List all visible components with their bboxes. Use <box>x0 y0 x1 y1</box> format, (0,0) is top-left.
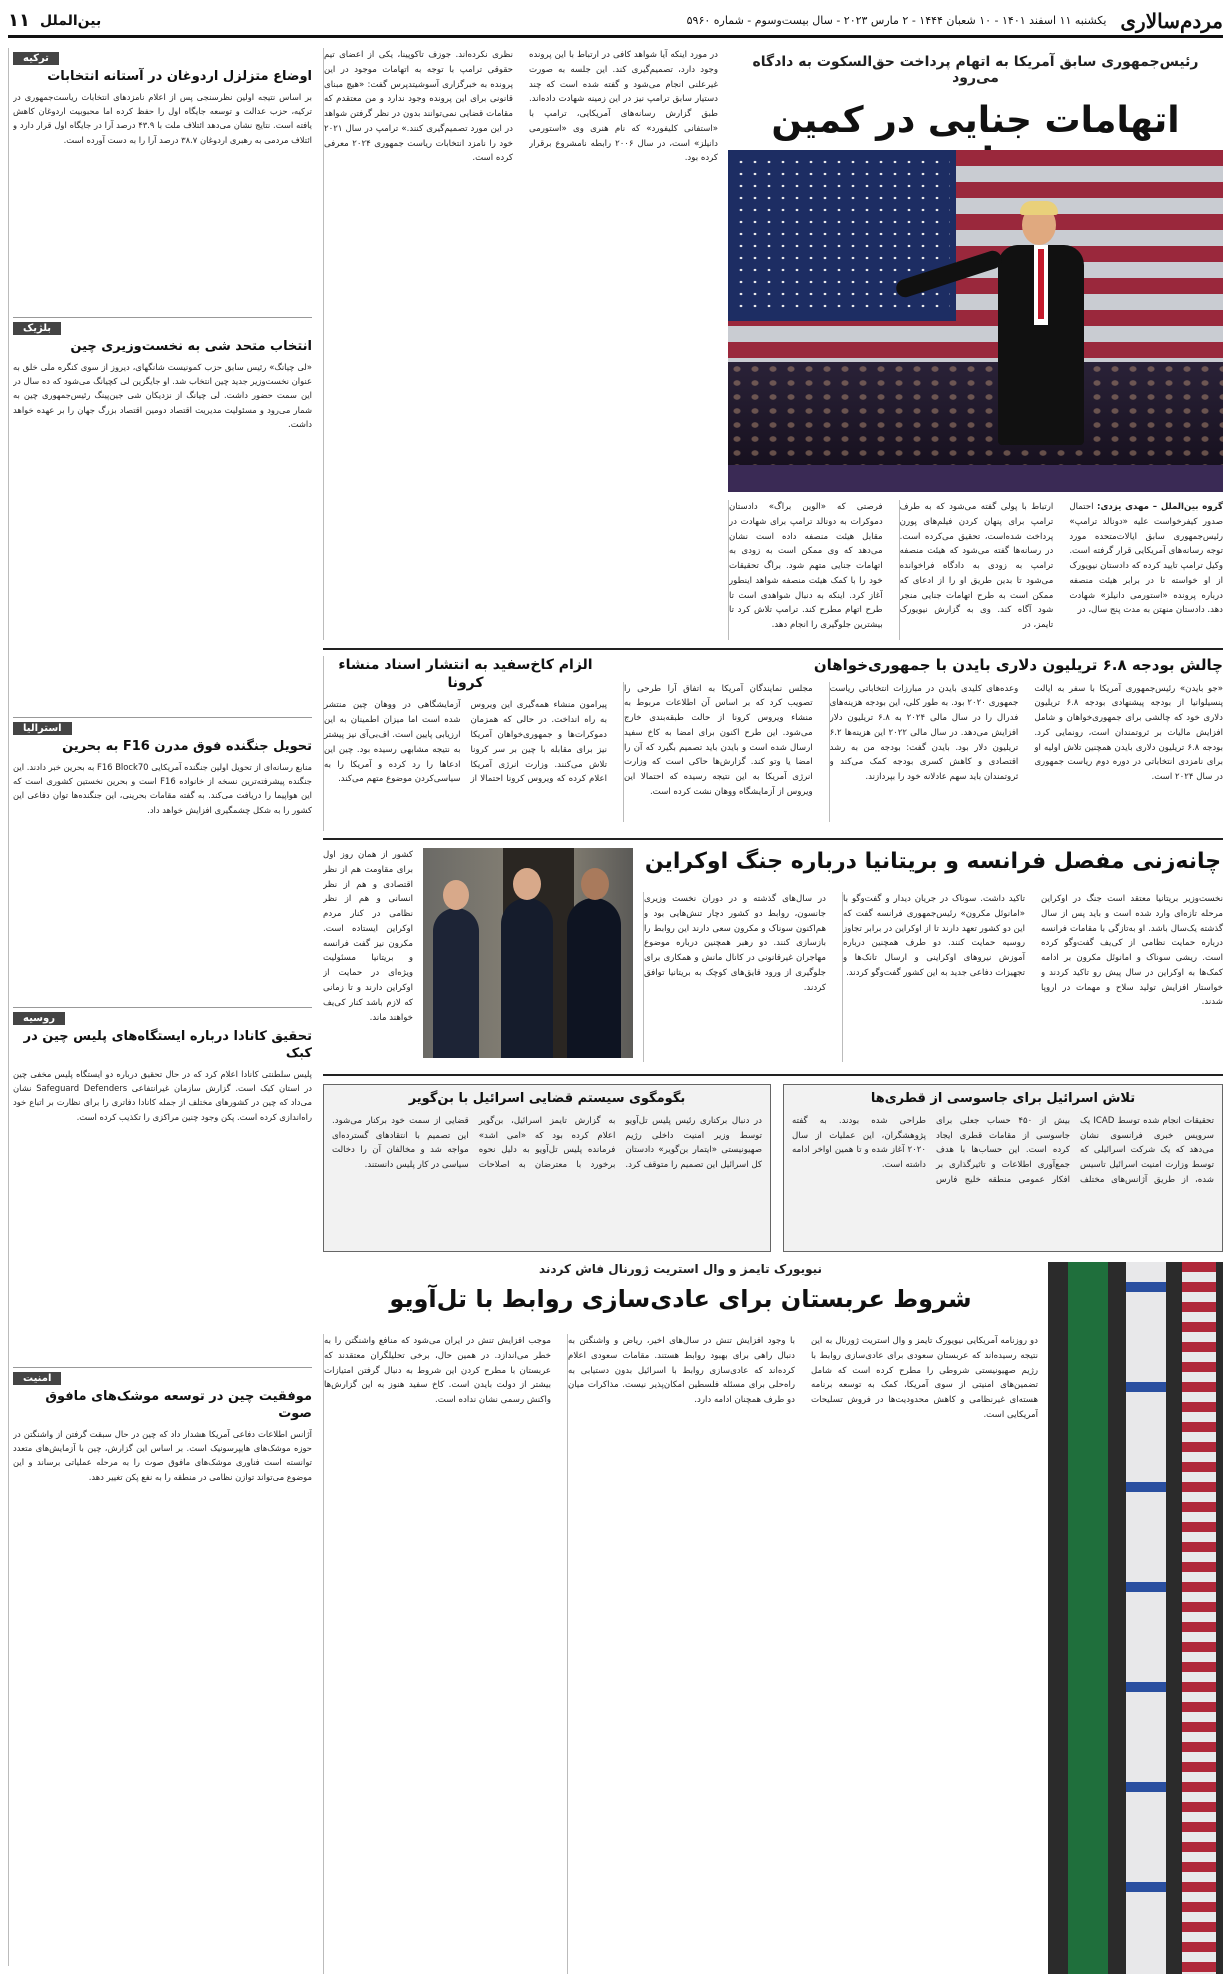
sidebar <box>8 48 312 1966</box>
sidebar-tag: امنیت <box>13 1372 61 1385</box>
masthead-dateline: یکشنبه ۱۱ اسفند ۱۴۰۱ - ۱۰ شعبان ۱۴۴۴ - ۲ مارس ۲۰۲۳ - سال بیست‌وسوم - شماره ۵۹۶۰ <box>686 14 1107 27</box>
masthead-page-number: ۱۱ <box>8 10 30 31</box>
leader-left <box>433 908 479 1058</box>
lead-column-1 <box>1069 500 1223 640</box>
leader-center <box>501 898 553 1058</box>
sidebar-headline: موفقیت چین در توسعه موشک‌های مافوق صوت <box>45 1389 312 1421</box>
lead-columns-bottom <box>728 500 1223 640</box>
main-content <box>323 48 1223 1966</box>
covid-story <box>323 656 615 831</box>
flag-saudi <box>1068 1262 1108 1974</box>
speaker-figure <box>994 205 1084 455</box>
ukraine-column-3: در سال‌های گذشته و در دوران نخست وزیری جانسون، روابط دو کشور دچار تنش‌هایی بود و هم‌اکنون سوناک و مکرون سعی دارند این روابط را بازسازی کنند. دو رهبر همچنین درباره موضوع مهاجران غیرقانونی در کانال مانش و همکاری برای جلوگیری از ورود قایق‌های کوچک به بریتانیا توافق کردند. <box>643 892 832 1062</box>
sidebar-text: آژانس اطلاعات دفاعی آمریکا هشدار داد که چین در حال سبقت گرفتن از واشنگتن در حوزه موشک‌های هایپرسونیک است. بر اساس این گزارش، چین با آزمایش‌های متعدد توانسته است فناوری موشک‌های مافوق صوت را به مرحله عملیاتی برساند و این موضوع می‌تواند توازن نظامی در منطقه را به نفع پکن تغییر دهد. <box>13 1428 312 1482</box>
lead-story <box>323 48 1223 643</box>
covid-text: پیرامون منشاء همه‌گیری این ویروس به راه انداخت. در حالی که همزمان دموکرات‌ها و جمهوری‌خواهان آمریکا نیز برای مقابله با چین بر سر کرونا تلاش می‌کنند. وزارت انرژی آمریکا اعلام کرده که ویروس کرونا احتمالا از آزمایشگاهی در ووهان چین منتشر شده است اما میزان اطمینان به این ارزیابی پایین است. اف‌بی‌آی نیز پیشتر به نتیجه مشابهی رسیده بود. چین این ادعاها را رد کرده و آمریکا را به سیاسی‌کردن موضوع متهم می‌کند. <box>324 700 607 785</box>
sidebar-tag: ترکیه <box>13 52 59 65</box>
covid-headline: الزام کاخ‌سفید به انتشار اسناد منشاء کرونا <box>338 657 593 692</box>
arabia-story <box>323 1262 1223 1974</box>
lead-column-5: نظری نکرده‌اند. جوزف تاکوپینا، یکی از اعضای تیم حقوقی ترامپ با توجه به اتهامات موجود در این پرونده به خبرگزاری آسوشیتدپرس گفت: «هیچ مبنای قانونی برای این پرونده وجود ندارد و من معتقدم که مقامات قضایی نمی‌توانند بدون در نظر گرفتن شواهد در این مورد تصمیم‌گیری کنند.» ترامپ در سال ۲۰۲۱ خود را نامزد انتخابات ریاست جمهوری ۲۰۲۴ معرفی کرده است. <box>323 48 519 640</box>
israel-spy-story <box>783 1084 1223 1252</box>
budget-column-3: مجلس نمایندگان آمریکا به اتفاق آرا طرحی را تصویب کرد که بر اساس آن اطلاعات مربوط به منشاء ویروس کرونا از حالت طبقه‌بندی خارج می‌شود. این طرح اکنون برای امضا به کاخ سفید ارسال شده است و بایدن باید تصمیم بگیرد که آن را امضا یا وتو کند. گزارش‌ها حاکی است که وزارت انرژی آمریکا به این نتیجه رسیده که احتمالا این ویروس از آزمایشگاه ووهان نشت کرده است. <box>623 682 819 822</box>
lead-photo <box>728 150 1223 492</box>
arabia-photo <box>1048 1262 1223 1974</box>
arabia-kicker: نیویورک تایمز و وال استریت ژورنال فاش کردند <box>538 1262 822 1276</box>
masthead <box>8 6 1223 38</box>
arabia-headline: شروط عربستان برای عادی‌سازی روابط با تل‌آویو <box>389 1285 972 1313</box>
arabia-column-2: با وجود افزایش تنش در سال‌های اخیر، ریاض و واشنگتن به دنبال راهی برای بهبود روابط هستند. مقامات سعودی اعلام کرده‌اند که عادی‌سازی روابط با اسرائیل بدون دستیابی به راه‌حلی برای مسئله فلسطین امکان‌پذیر نیست. مذاکرات میان دو طرف همچنان ادامه دارد. <box>567 1334 801 1974</box>
ukraine-story <box>323 848 1223 1068</box>
sidebar-item <box>13 318 312 718</box>
lead-columns-side <box>323 48 718 640</box>
israel-judicial-text: در دنبال برکناری رئیس پلیس تل‌آویو توسط وزیر امنیت داخلی رژیم صهیونیستی «ایتمار بن‌گویر» دادستان کل اسرائیل این تصمیم را متوقف کرد. به گزارش تایمز اسرائیل، بن‌گویر اعلام کرده بود که «امی اشد» فرمانده پلیس تل‌آویو به دلیل نحوه برخورد با معترضان به اصلاحات قضایی از سمت خود برکنار می‌شود. این تصمیم با انتقادهای گسترده‌ای مواجه شد و مخالفان آن را دخالت سیاسی در کار پلیس دانستند. <box>332 1115 762 1171</box>
speaker-hair <box>1020 201 1058 215</box>
sidebar-text: پلیس سلطنتی کانادا اعلام کرد که در حال تحقیق درباره دو ایستگاه پلیس مخفی چین در استان کبک است. گزارش سازمان غیرانتفاعی Safeguard Defenders نشان می‌داد که چین در کشورهای مختلف از جمله کانادا دفاتری را برای نظارت بر اتباع خود راه‌اندازی کرده است. پکن وجود چنین مراکزی را تکذیب کرده است. <box>13 1068 312 1122</box>
sidebar-text: «لی چیانگ» رئیس سابق حزب کمونیست شانگهای، دیروز از سوی کنگره ملی خلق به عنوان نخست‌وزیر جدید چین انتخاب شد. او جایگزین لی کچیانگ می‌شود که ده سال در این سمت حضور داشت. لی چیانگ از نزدیکان شی جین‌پینگ رئیس‌جمهوری چین به شمار می‌رود و مسئولیت مدیریت اقتصاد دومین اقتصاد بزرگ جهان را بر عهده خواهد داشت. <box>13 361 312 430</box>
budget-column-1: «جو بایدن» رئیس‌جمهوری آمریکا با سفر به ایالت پنسیلوانیا از بودجه پیشنهادی بودجه ۶.۸ تریلیون دلاری خود که چالشی برای جمهوری‌خواهان و شامل افزایش مالیات بر ثروتمندان است، رونمایی کرد. بودجه ۶.۸ تریلیون دلاری بایدن همچنین تلاش اولیه او برای نامزدی انتخاباتی در دوره دوم ریاست جمهوری در سال ۲۰۲۴ است. <box>1034 683 1223 783</box>
ukraine-headline: چانه‌زنی مفصل فرانسه و بریتانیا درباره جنگ اوکراین <box>644 849 1222 874</box>
budget-headline: چالش بودجه ۶.۸ تریلیون دلاری بایدن با جمهوری‌خواهان <box>813 656 1223 674</box>
sidebar-item <box>13 1368 312 1948</box>
lead-column-4: در مورد اینکه آیا شواهد کافی در ارتباط با این پرونده وجود دارد، تصمیم‌گیری کند. این جلسه به صورت غیرعلنی انجام می‌شود و گفته شده است که چند دستیار سابق ترامپ نیز در این زمینه شهادت داده‌اند. طبق گزارش رسانه‌های آمریکایی، ترامپ با «استفانی کلیفورد» که نام هنری وی «استورمی دانیلز» است، در سال ۲۰۰۶ رابطه نامشروع برقرار کرده بود. <box>529 50 718 164</box>
arabia-column-3: موجب افزایش تنش در ایران می‌شود که منافع واشنگتن را به خطر می‌اندازد. در همین حال، برخی تحلیلگران معتقدند که عربستان با مطرح کردن این شروط به دنبال گرفتن امتیازات بیشتر از دولت بایدن است. کاخ سفید هنوز به این گزارش‌ها واکنش رسمی نشان نداده است. <box>323 1334 557 1974</box>
masthead-brand: مردم‌سالاری <box>1120 8 1223 33</box>
budget-story <box>623 656 1223 831</box>
lead-kicker: رئیس‌جمهوری سابق آمریکا به اتهام پرداخت حق‌السکوت به دادگاه می‌رود <box>752 54 1199 86</box>
ukraine-column-1: نخست‌وزیر بریتانیا معتقد است جنگ در اوکراین مرحله تازه‌ای وارد شده است و باید پس از سال گذشته یک‌سال باشد. او به‌تازگی با مقامات فرانسه درباره حمایت نظامی از کی‌یف گفت‌وگو کرده است. ریشی سوناک و امانوئل مکرون بر ادامه کمک‌ها به اوکراین در سال پیش رو تاکید کردند و خواستار افزایش تولید سلاح و مهمات در اروپا شدند. <box>1041 894 1223 1008</box>
lead-column-1-text: احتمال صدور کیفرخواست علیه «دونالد ترامپ» رئیس‌جمهوری سابق ایالات‌متحده مورد توجه رسانه‌های آمریکایی قرار گرفته است. وکیل ترامپ تایید کرده که دادستان نیویورک از او خواسته تا در برابر هیئت منصفه درباره پرونده «استورمی دانیلز» شهادت دهد. دادستان منهتن به مدت پنج سال، در <box>1069 502 1223 616</box>
sidebar-tag: استرالیا <box>13 722 72 735</box>
israel-spy-text: تحقیقات انجام شده توسط ICAD یک سرویس خبری فرانسوی نشان می‌دهد که یک شرکت اسرائیلی که توسط وزارت امنیت اسرائیل تاسیس شده، از طریق آژانس‌های مختلف بیش از ۴۵۰ حساب جعلی برای جاسوسی از مقامات قطری ایجاد کرده است. این حساب‌ها با هدف جمع‌آوری اطلاعات و تاثیرگذاری بر افکار عمومی منطقه خلیج فارس طراحی شده بودند. به گفته پژوهشگران، این عملیات از سال ۲۰۲۰ آغاز شده و تا همین اواخر ادامه داشته است. <box>792 1115 1214 1186</box>
sidebar-headline: تحویل جنگنده فوق مدرن F16 به بحرین <box>62 739 312 754</box>
israel-spy-headline: تلاش اسرائیل برای جاسوسی از قطری‌ها <box>870 1091 1136 1106</box>
lead-column-3: فرصتی که «الوین براگ» دادستان دموکرات به دونالد ترامپ برای شهادت در مقابل هیئت منصفه داده است نشان می‌دهد که وی ممکن است به زودی به اتهامات جنایی متهم شود. براگ تحقیقات خود را با کمک هیئت منصفه شواهد اینطور آغاز کرد. اینکه به دنبال شواهدی است تا طرح اتهام مطرح کند. ترامپ تلاش کرد تا بیشترین جلوگیری را انجام دهد. <box>728 500 889 640</box>
masthead-section-group <box>8 10 101 31</box>
leader-right <box>567 898 621 1058</box>
israel-judicial-headline: بگومگوی سیستم قضایی اسرائیل با بن‌گویر <box>408 1091 686 1106</box>
budget-column-2: وعده‌های کلیدی بایدن در مبارزات انتخاباتی ریاست جمهوری ۲۰۲۰ بود. به طور کلی، این بودجه هزینه‌های فدرال را در سال مالی ۲۰۲۴ به ۶.۸ تریلیون دلار افزایش می‌دهد. در سال مالی ۲۰۲۲ این هزینه‌ها ۶.۲ تریلیون دلار بود. بایدن گفت: بودجه من به رشد اقتصادی و کاهش کسری بودجه کمک می‌کند و ثروتمندان باید سهم عادلانه خود را بپردازند. <box>829 682 1025 822</box>
israel-judicial-story <box>323 1084 771 1252</box>
ukraine-column-4: کشور از همان روز اول برای مقاومت هم از نظر اقتصادی و هم از نظر انسانی و هم از نظر نظامی در کنار مردم اوکراین ایستاده است. مکرون نیز گفت فرانسه و بریتانیا مسئولیت ویژه‌ای در حمایت از اوکراین دارند و تا زمانی که لازم باشد کنار کی‌یف خواهند ماند. <box>323 850 413 1023</box>
sidebar-tag: بلژیک <box>13 322 61 335</box>
sidebar-headline: اوضاع متزلزل اردوغان در آستانه انتخابات <box>47 69 312 84</box>
stage <box>728 465 1223 492</box>
sidebar-text: بر اساس نتیجه اولین نظرسنجی پس از اعلام نامزدهای انتخابات ریاست‌جمهوری در ترکیه، حزب عدالت و توسعه جایگاه اول را حفظ کرده اما محبوبیت اردوغان کاهش یافته است. نتایج نشان می‌دهد ائتلاف ملت با ۴۳.۹ درصد آرا در جایگاه اول قرار دارد و ائتلاف مردمی به رهبری اردوغان ۳۸.۷ درصد آرا را به دست آورده است. <box>13 91 312 145</box>
lead-column-2: ارتباط با پولی گفته می‌شود که به طرف ترامپ برای پنهان کردن فیلم‌های پورن پرداخت شده‌است، تحقیق می‌کرده است. در رسانه‌ها گفته می‌شود که هیئت منصفه ترامپ به زودی به دادگاه فراخوانده می‌شود تا بدین طریق او را از ادعای که ممکن است به طرح اتهامات جنایی منجر شود آگاه کند. وی به گزارش نیویورک تایمز، در <box>899 500 1060 640</box>
sidebar-tag: روسیه <box>13 1012 65 1025</box>
masthead-section: بین‌الملل <box>39 12 102 29</box>
lead-byline: گروه بین‌الملل – مهدی یزدی: <box>1097 502 1223 512</box>
flag-canton <box>728 150 956 321</box>
sidebar-item <box>13 1008 312 1368</box>
sidebar-headline: تحقیق کانادا درباره ایستگاه‌های پلیس چین در کبک <box>23 1029 312 1061</box>
sidebar-text: منابع رسانه‌ای از تحویل اولین جنگنده آمریکایی F16 Block70 به بحرین خبر دادند. این جنگنده پیشرفته‌ترین نسخه از خانواده F16 است و بحرین نخستین کشوری است که این هواپیما را دریافت می‌کند. به گفته مقامات بحرینی، این جنگنده‌ها توان دفاعی این کشور را به شکل چشمگیری افزایش خواهد داد. <box>13 761 312 815</box>
speaker-suit <box>998 245 1084 445</box>
sidebar-item <box>13 48 312 318</box>
ukraine-photo <box>423 848 633 1058</box>
flag-israel <box>1126 1262 1166 1974</box>
flag-usa <box>1182 1262 1216 1974</box>
sidebar-headline: انتخاب متحد شی به نخست‌وزیری چین <box>70 339 312 354</box>
arabia-column-1: دو روزنامه آمریکایی نیویورک تایمز و وال استریت ژورنال به این نتیجه رسیده‌اند که عربستان سعودی برای عادی‌سازی روابط با رژیم صهیونیستی شروطی را مطرح کرده است که شامل تضمین‌های امنیتی از سوی آمریکا، کمک به توسعه برنامه هسته‌ای غیرنظامی و کاهش محدودیت‌ها در فروش تسلیحات آمریکایی است. <box>811 1336 1038 1420</box>
sidebar-item <box>13 718 312 1008</box>
ukraine-column-2: تاکید داشت. سوناک در جریان دیدار و گفت‌وگو با «امانوئل مکرون» رئیس‌جمهوری فرانسه گفت که این دو کشور تعهد دارند تا از اوکراین در برابر تجاوز روسیه حمایت کنند. دو طرف همچنین درباره آموزش نیروهای اوکراینی و ارسال تانک‌ها و تجهیزات دفاعی جدید به این کشور گفت‌وگو کردند. <box>842 892 1031 1062</box>
lead-headline: اتهامات جنایی در کمین <box>771 100 1180 141</box>
